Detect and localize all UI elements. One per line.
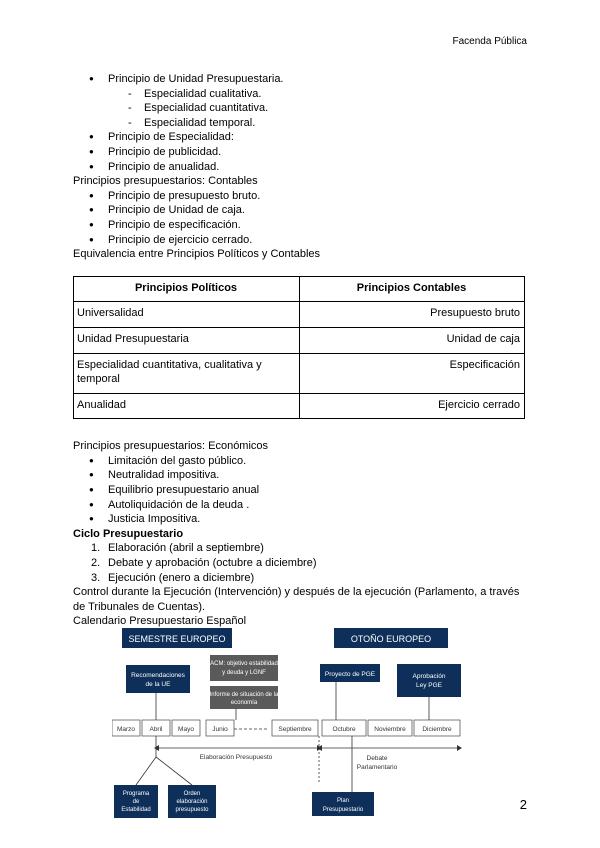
month-label: Noviembre [374,726,406,733]
orden-line: presupuesto [175,807,209,813]
list-item: ● Neutralidad impositiva. [73,468,533,483]
programa-line: de [132,799,140,805]
economicos-heading: Principios presupuestarios: Económicos [73,440,269,453]
month-label: Abril [149,726,163,733]
otono-label: OTOÑO EUROPEO [350,634,432,644]
recomendaciones-box [126,665,190,693]
connector-lines [136,682,457,792]
plan-line: Plan [336,798,350,804]
list-item-text: Debate y aprobación (octubre a diciembre) [108,557,317,570]
acm-box [210,655,278,681]
list-item: ● Principio de presupuesto bruto. [73,189,533,204]
list-item-text: Elaboración (abril a septiembre) [108,542,264,555]
month-label: Octubre [332,726,356,733]
recomendaciones-line: de la UE [145,681,171,688]
running-header: Facenda Pública [452,36,527,47]
aprobacion-line: Aprobación [412,673,446,680]
list-item: - Especialidad cuantitativa. [73,101,533,116]
list-item: 1. Elaboración (abril a septiembre) [91,542,264,555]
table-cell: Especificación [300,353,525,393]
budget-calendar-diagram [112,627,462,820]
programa-line: Estabilidad [121,807,151,813]
document-body [73,72,533,629]
table-row [74,393,525,419]
list-item: - Especialidad temporal. [73,116,533,131]
list-item: ● Principio de anualidad. [73,160,533,175]
month-label: Marzo [116,726,136,733]
orden-line: Orden [183,791,201,797]
table-cell: Presupuesto bruto [300,302,525,328]
month-label: Junio [212,726,228,733]
contables-heading: Principios presupuestarios: Contables [73,175,258,188]
list-item: ● Equilibrio presupuestario anual [73,483,533,498]
column-header: Principios Contables [300,276,525,302]
proyecto-label: Proyecto de PGE [324,671,376,678]
list-item: ● Principio de Unidad de caja. [73,203,533,218]
recomendaciones-line: Recomendaciones [131,672,185,679]
ciclo-list [73,541,533,585]
calendar-svg [112,627,462,820]
table-header-row [74,276,525,302]
table-cell: Ejercicio cerrado [300,393,525,419]
list-item: ● Principio de Especialidad: [73,130,533,145]
control-paragraph: Control durante la Ejecución (Intervención) y después de la ejecución (Parlamento, a través de Tribunales de Cuentas). [73,586,520,613]
contables-list [73,189,533,247]
list-item: ● Principio de ejercicio cerrado. [73,233,533,248]
list-item: 3. Ejecución (enero a diciembre) [91,571,255,584]
programa-line: Programa [122,791,150,797]
list-item: 2. Debate y aprobación (octubre a diciembre) [91,557,317,570]
list-item: ● Autoliquidación de la deuda . [73,498,533,513]
acm-line: ACM: objetivo estabilidad [210,661,278,667]
list-item: ● Principio de publicidad. [73,145,533,160]
informe-line: economía [230,700,258,706]
table-cell: Anualidad [74,393,300,419]
economicos-list [73,454,533,527]
list-item: - Especialidad cualitativa. [73,87,533,102]
informe-line: Informe de situación de la [209,692,279,698]
month-label: Diciembre [422,726,452,733]
table-row [74,327,525,353]
list-item: ● Principio de Unidad Presupuestaria. [73,72,533,87]
aprobacion-line: Ley PGE [415,682,443,689]
plan-line: Presupuestario [322,807,364,813]
month-label: Septiembre [278,726,312,733]
month-label: Mayo [178,726,194,733]
equivalencia-heading: Equivalencia entre Principios Políticos y Contables [73,248,321,261]
table-cell: Unidad de caja [300,327,525,353]
list-item-text: Ejecución (enero a diciembre) [108,571,255,584]
table-cell: Unidad Presupuestaria [74,327,300,353]
list-item: ● Justicia Impositiva. [73,512,533,527]
table-row [74,302,525,328]
politicos-list [73,72,533,174]
table-cell: Universalidad [74,302,300,328]
orden-line: elaboración [176,799,208,805]
ciclo-heading: Ciclo Presupuestario [73,527,184,540]
equivalence-table [73,276,525,420]
page-number: 2 [519,797,527,812]
aprobacion-box [397,664,461,697]
table-row [74,353,525,393]
debate-line: Debate [366,755,388,762]
semestre-label: SEMESTRE EUROPEO [128,634,226,644]
table-cell: Especialidad cuantitativa, cualitativa y temporal [74,353,300,393]
acm-line: y deuda y LGNF [222,670,266,676]
list-item: ● Principio de especificación. [73,218,533,233]
list-item: ● Limitación del gasto público. [73,454,533,469]
elaboracion-label: Elaboración Presupuesto [199,754,273,761]
debate-line: Parlamentario [356,764,398,771]
calendario-heading: Calendario Presupuestario Español [73,615,247,628]
column-header: Principios Políticos [74,276,300,302]
